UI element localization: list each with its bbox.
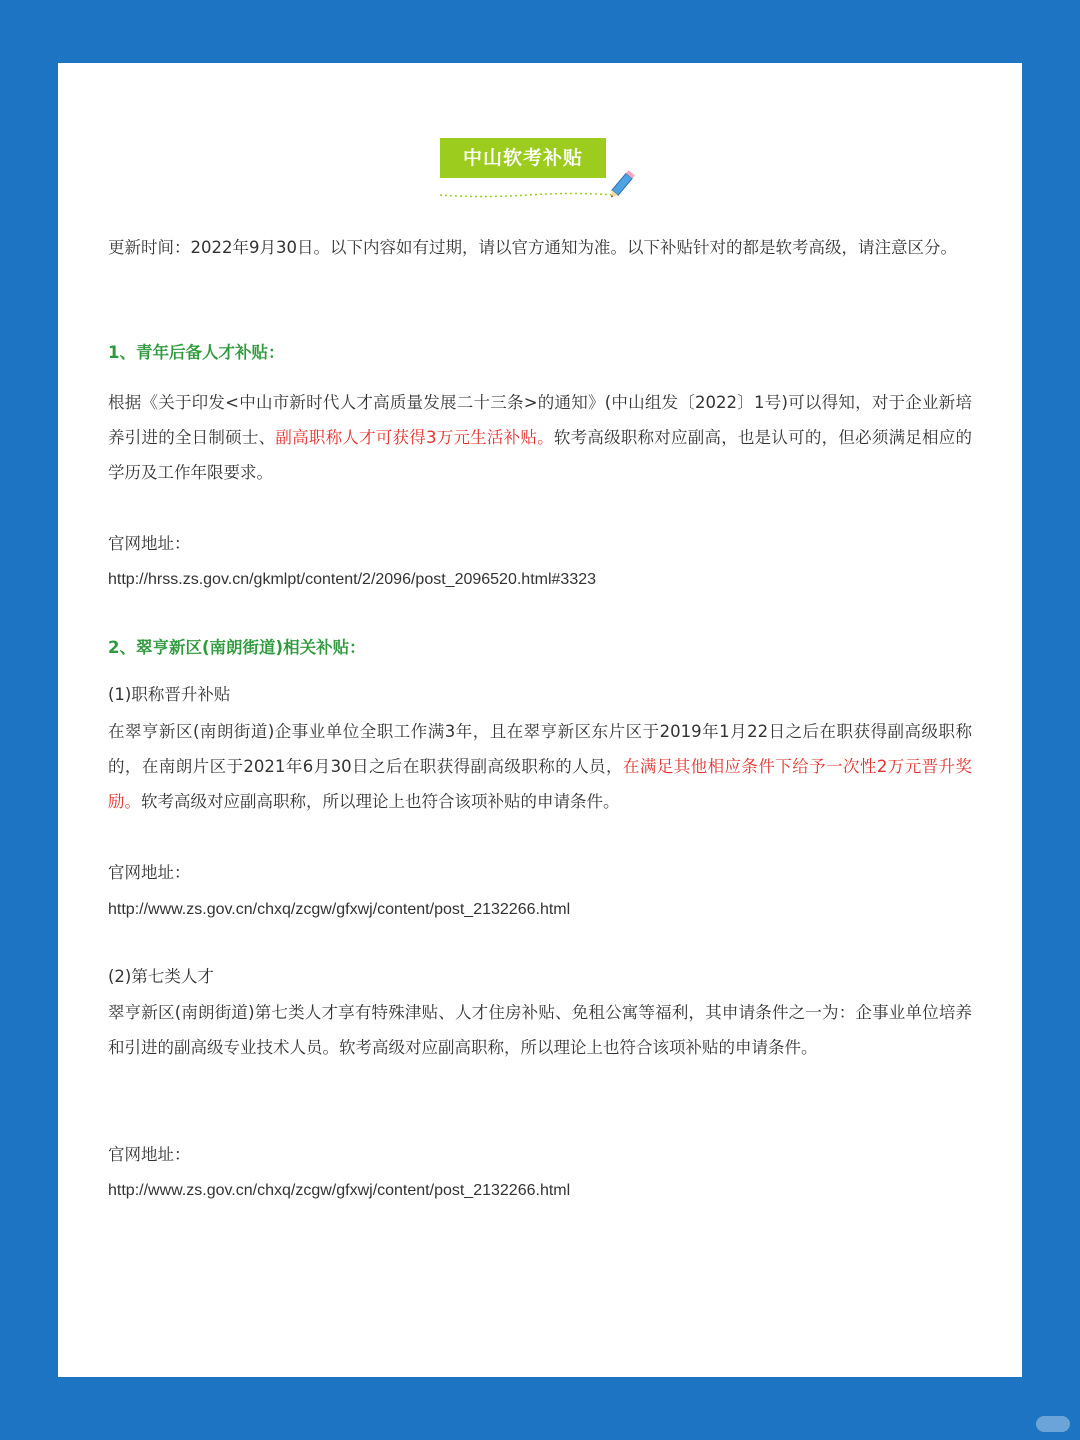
section2-heading: 2、翠亨新区(南朗街道)相关补贴： xyxy=(108,638,366,657)
sub2-title: (2)第七类人才 xyxy=(108,967,214,986)
sub1-body xyxy=(108,714,972,819)
sub1-body-after: 软考高级对应副高职称，所以理论上也符合该项补贴的申请条件。 xyxy=(141,792,620,811)
sub2-body: 翠亨新区(南朗街道)第七类人才享有特殊津贴、人才住房补贴、免租公寓等福利，其申请条件之一为：企事业单位培养和引进的副高级专业技术人员。软考高级对应副高职称，所以理论上也符合该项补贴的申请条件。 xyxy=(108,1003,972,1057)
sub1-title: (1)职称晋升补贴 xyxy=(108,685,231,704)
section1-body-before: 根据《关于印发<中山市新时代人才高质量发展二十三条>的通知》(中山组发〔2022〕1号)可以得知，对于企业新培养引进的全日制硕士、 xyxy=(108,393,972,447)
section1-body xyxy=(108,385,972,490)
pencil-icon xyxy=(606,164,642,200)
dotted-underline xyxy=(438,192,616,198)
sub1-site-url[interactable]: http://www.zs.gov.cn/chxq/zcgw/gfxwj/content/post_2132266.html xyxy=(108,901,571,918)
sub2-site-url[interactable]: http://www.zs.gov.cn/chxq/zcgw/gfxwj/content/post_2132266.html xyxy=(108,1182,571,1199)
watermark xyxy=(1036,1416,1070,1432)
section1-body-highlight: 副高职称人才可获得3万元生活补贴。 xyxy=(275,428,554,447)
section1-site-label: 官网地址： xyxy=(108,534,191,553)
sub1-body-highlight: 在满足其他相应条件下给予一次性2万元晋升奖励。 xyxy=(108,757,972,811)
page-title: 中山软考补贴 xyxy=(440,138,606,178)
document-card xyxy=(58,63,1022,1377)
section1-heading: 1、青年后备人才补贴： xyxy=(108,343,285,362)
sub2-site-label: 官网地址： xyxy=(108,1145,191,1164)
title-block xyxy=(58,138,1022,208)
sub1-body-before: 在翠亨新区(南朗街道)企事业单位全职工作满3年，且在翠亨新区东片区于2019年1月22日之后在职获得副高级职称的，在南朗片区于2021年6月30日之后在职获得副高级职称的人员， xyxy=(108,722,972,776)
intro-text: 更新时间：2022年9月30日。以下内容如有过期，请以官方通知为准。以下补贴针对的都是软考高级，请注意区分。 xyxy=(108,238,957,257)
section1-body-after: 软考高级职称对应副高，也是认可的，但必须满足相应的学历及工作年限要求。 xyxy=(108,428,973,482)
sub1-site-label: 官网地址： xyxy=(108,863,191,882)
section1-site-url[interactable]: http://hrss.zs.gov.cn/gkmlpt/content/2/2096/post_2096520.html#3323 xyxy=(108,571,597,588)
